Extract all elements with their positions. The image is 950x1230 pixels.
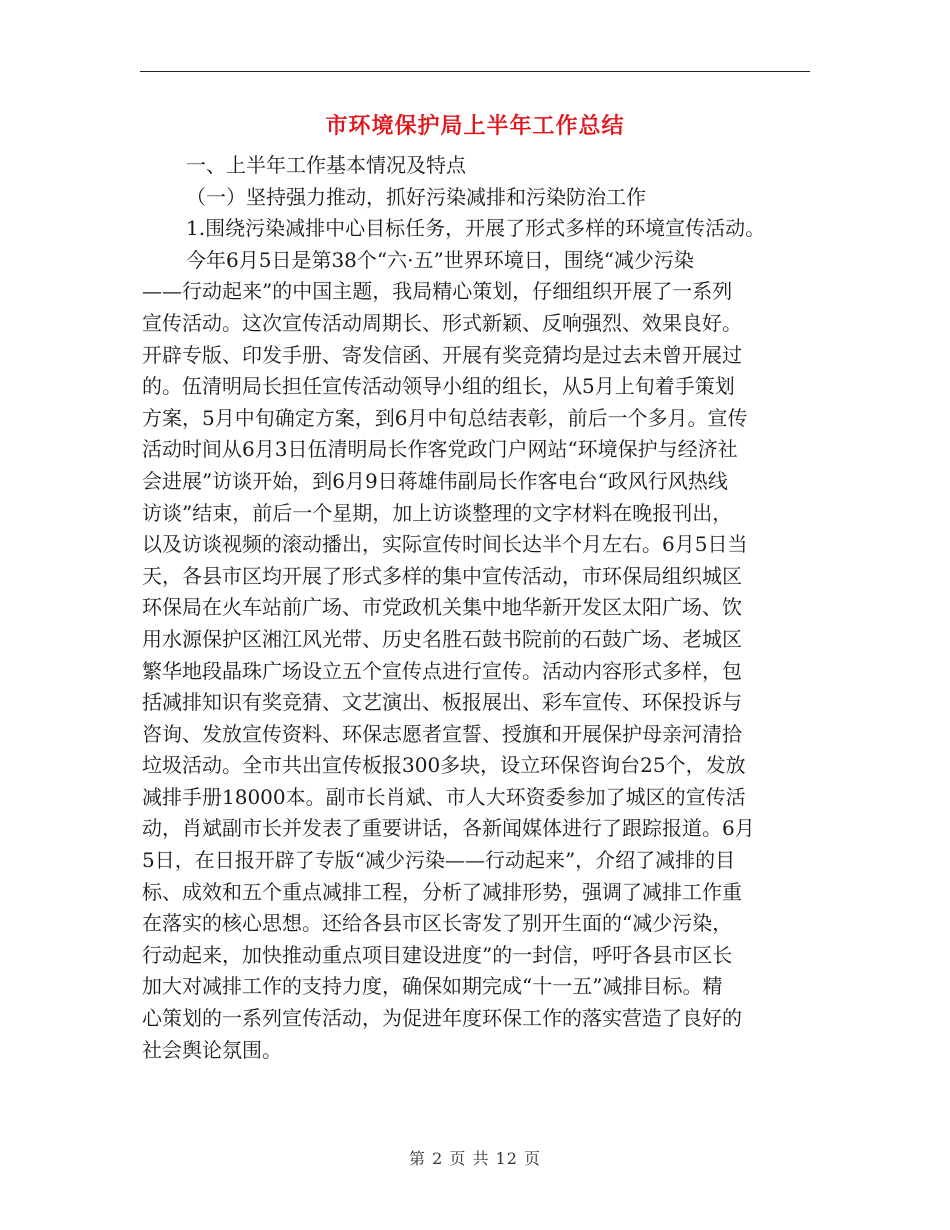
body-text-line: 宣传活动。这次宣传活动周期长、形式新颖、反响强烈、效果良好。 bbox=[142, 310, 742, 335]
body-text-line: 天，各县市区均开展了形式多样的集中宣传活动，市环保局组织城区 bbox=[142, 563, 742, 588]
body-text-line: 的。伍清明局长担任宣传活动领导小组的组长，从5月上旬着手策划 bbox=[142, 374, 735, 399]
body-text-line: 方案，5月中旬确定方案，到6月中旬总结表彰，前后一个多月。宣传 bbox=[142, 405, 748, 430]
body-text-line: 垃圾活动。全市共出宣传板报300多块，设立环保咨询台25个，发放 bbox=[142, 753, 746, 778]
body-text-line: 标、成效和五个重点减排工程，分析了减排形势，强调了减排工作重 bbox=[142, 879, 742, 904]
body-text-line: 社会舆论氛围。 bbox=[142, 1037, 282, 1062]
body-text-line: 加大对减排工作的支持力度，确保如期完成“十一五”减排目标。精 bbox=[142, 974, 723, 999]
body-text-line: 开辟专版、印发手册、寄发信函、开展有奖竞猜均是过去未曾开展过 bbox=[142, 342, 742, 367]
body-text-line: 一、上半年工作基本情况及特点 bbox=[186, 153, 466, 177]
body-text-line: 心策划的一系列宣传活动，为促进年度环保工作的落实营造了良好的 bbox=[142, 1006, 742, 1031]
body-text-line: 行动起来，加快推动重点项目建设进度”的一封信，呼吁各县市区长 bbox=[142, 942, 733, 967]
body-text-line: 繁华地段晶珠广场设立五个宣传点进行宣传。活动内容形式多样，包 bbox=[142, 658, 742, 683]
body-text-line: 环保局在火车站前广场、市党政机关集中地华新开发区太阳广场、饮 bbox=[142, 595, 742, 620]
body-text-line: 访谈”结束，前后一个星期，加上访谈整理的文字材料在晚报刊出， bbox=[142, 500, 733, 525]
body-text-line: 在落实的核心思想。还给各县市区长寄发了别开生面的“减少污染， bbox=[142, 911, 733, 936]
header-rule bbox=[140, 71, 810, 72]
body-text-line: 动，肖斌副市长并发表了重要讲话，各新闻媒体进行了跟踪报道。6月 bbox=[142, 816, 755, 841]
body-text-line: 会进展”访谈开始，到6月9日蒋雄伟副局长作客电台“政风行风热线 bbox=[142, 468, 728, 493]
body-text-line: 1.围绕污染减排中心目标任务，开展了形式多样的环境宣传活动。 bbox=[186, 216, 766, 241]
body-text-line: 以及访谈视频的滚动播出，实际宣传时间长达半个月左右。6月5日当 bbox=[142, 532, 748, 557]
body-text-line: 咨询、发放宣传资料、环保志愿者宣誓、授旗和开展保护母亲河清拾 bbox=[142, 721, 742, 746]
body-text-line: 减排手册18000本。副市长肖斌、市人大环资委参加了城区的宣传活 bbox=[142, 784, 746, 809]
body-text-line: 活动时间从6月3日伍清明局长作客党政门户网站“环境保护与经济社 bbox=[142, 437, 738, 462]
body-text-line: ——行动起来”的中国主题，我局精心策划，仔细组织开展了一系列 bbox=[142, 279, 733, 304]
page-number-footer: 第 2 页 共 12 页 bbox=[409, 1149, 541, 1168]
document-title: 市环境保护局上半年工作总结 bbox=[325, 113, 625, 139]
body-text-line: 5日，在日报开辟了专版“减少污染——行动起来”，介绍了减排的目 bbox=[142, 848, 736, 873]
body-text-line: 用水源保护区湘江风光带、历史名胜石鼓书院前的石鼓广场、老城区 bbox=[142, 626, 742, 651]
body-text-line: 今年6月5日是第38个“六·五”世界环境日，围绕“减少污染 bbox=[186, 247, 694, 272]
body-text-line: （一）坚持强力推动，抓好污染减排和污染防治工作 bbox=[186, 184, 646, 209]
body-text-line: 括减排知识有奖竞猜、文艺演出、板报展出、彩车宣传、环保投诉与 bbox=[142, 690, 742, 715]
document-body bbox=[142, 150, 812, 1066]
